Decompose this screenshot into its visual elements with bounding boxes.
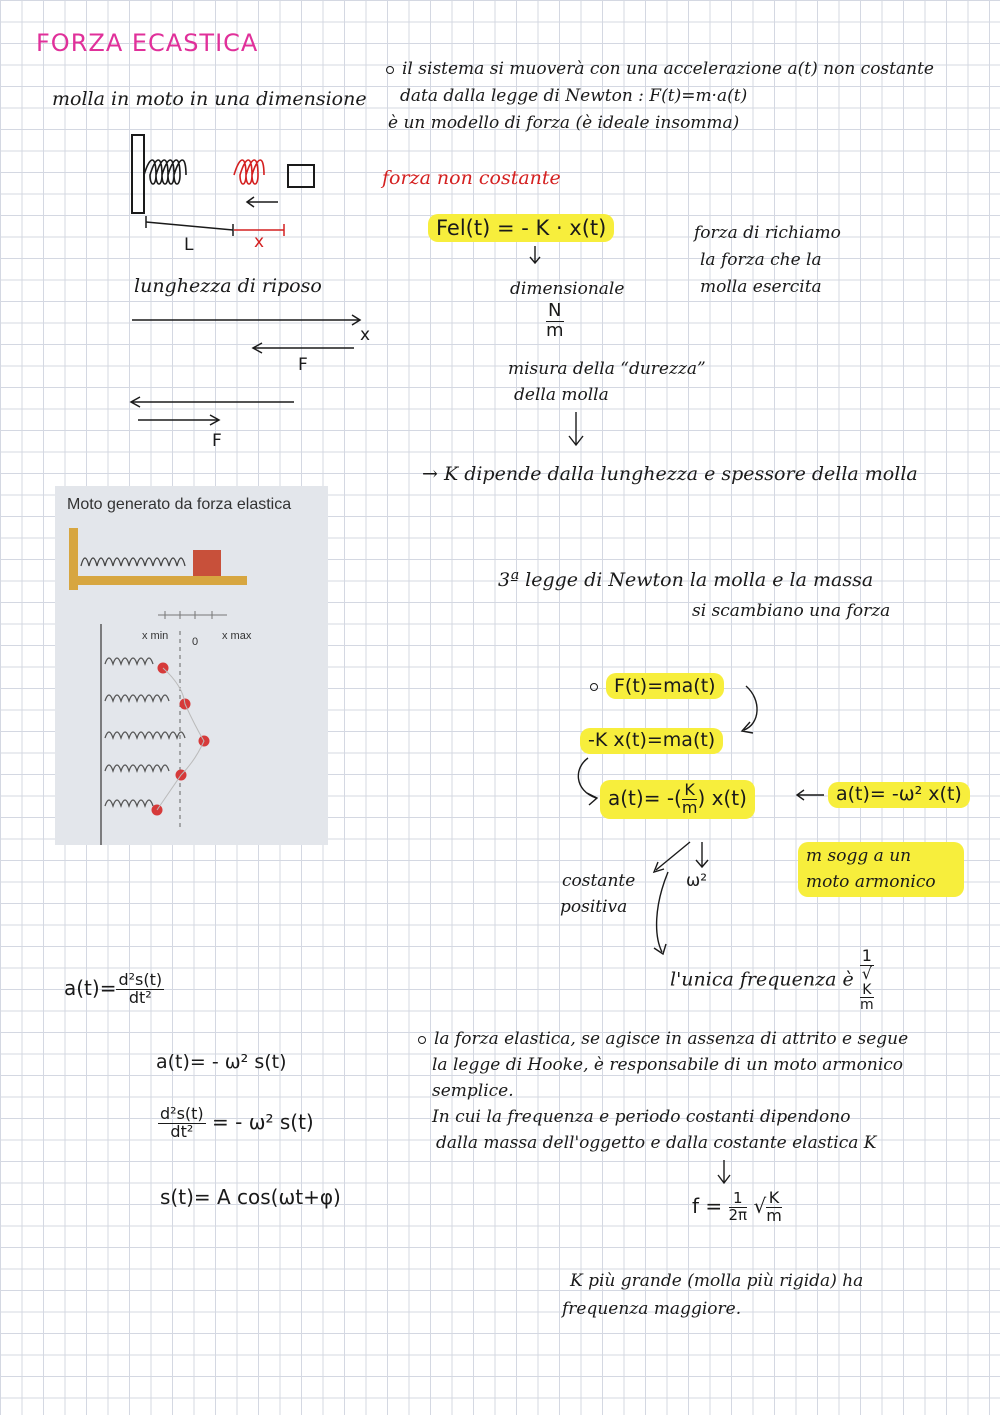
hardness-line-2: della molla <box>514 385 609 405</box>
recall-line-3: molla esercita <box>700 277 822 297</box>
eq2: -K x(t)=ma(t) <box>580 728 723 754</box>
eq3: a(t)= -( $\frac{K}{m}$ ) x(t) <box>600 780 755 819</box>
rest-length-text: lunghezza di riposo <box>134 275 322 297</box>
system-line-1: il sistema si muoverà con una accelerazione a(t) non costante <box>386 60 934 80</box>
positive-const-line-1: costante <box>562 871 636 891</box>
recall-line-1: forza di richiamo <box>694 223 841 243</box>
eq1: F(t)=ma(t) <box>606 673 724 699</box>
unit-fraction: $\frac{N}{m}$ <box>546 300 564 341</box>
label-x: x <box>254 232 265 252</box>
omega-squared: ω² <box>686 871 708 891</box>
photo-x-min: x min <box>142 630 169 642</box>
page-title: FORZA ECASTICA <box>36 29 259 57</box>
elastic-line-5: dalla massa dell'oggetto e dalla costante elastica K <box>436 1133 877 1153</box>
force-label-1: F <box>298 355 308 375</box>
accel-omega: a(t)= - ω² s(t) <box>156 1051 287 1073</box>
elastic-line-1: la forza elastica, se agisce in assenza di attrito e segue <box>418 1030 908 1050</box>
recall-line-2: la forza che la <box>700 250 822 270</box>
third-law-line-1: 3ª legge di Newton la molla e la massa <box>498 569 874 591</box>
elastic-line-4: In cui la frequenza e periodo costanti dipendono <box>432 1107 851 1127</box>
elastic-line-3: semplice. <box>432 1081 514 1101</box>
frequency-formula: f = $\frac{1}{2\pi}$ √ $\frac{K}{m}$ <box>692 1188 782 1225</box>
hardness-line-1: misura della “durezza” <box>508 359 706 379</box>
left-arrow-eq <box>794 786 828 806</box>
photo-x-max: x max <box>222 630 252 642</box>
diff-equation: $\frac{\text{d²s(t)}}{\text{dt²}}$ = - ω² s(t) <box>160 1104 314 1141</box>
force-not-constant: forza non costante <box>382 167 561 189</box>
spring-intro-text: molla in moto in una dimensione <box>52 88 367 110</box>
positive-const-line-2: positiva <box>560 897 628 917</box>
axis-x-label: x <box>360 325 371 345</box>
down-arrow-3 <box>716 1158 736 1188</box>
third-law-line-2: si scambiano una forza <box>692 601 891 621</box>
harmonic-note: m sogg a un moto armonico <box>798 842 964 897</box>
force-label-2: F <box>212 431 222 451</box>
system-line-2: data dalla legge di Newton : F(t)=m·a(t) <box>400 86 748 106</box>
label-L: L <box>184 235 194 255</box>
photo-title: Moto generato da forza elastica <box>67 496 292 513</box>
unique-frequency: l'unica frequenza è 1 √ K m <box>670 946 874 1014</box>
down-arrow-2 <box>566 410 590 450</box>
solution-equation: s(t)= A cos(ωt+φ) <box>160 1185 341 1209</box>
dimension-label: dimensionale <box>510 279 625 299</box>
accel-definition: a(t)= $\frac{\text{d²s(t)}}{\text{dt²}}$ <box>64 970 163 1007</box>
photo-illustration <box>55 486 328 845</box>
k-depends-text: → K dipende dalla lunghezza e spessore della molla <box>422 463 918 485</box>
photo-zero: 0 <box>192 636 199 648</box>
photo-elastic-motion <box>55 486 328 845</box>
conclusion-line-2: frequenza maggiore. <box>562 1299 742 1319</box>
down-arrow-1 <box>528 244 548 272</box>
eq4: a(t)= -ω² x(t) <box>828 782 970 808</box>
elastic-line-2: la legge di Hooke, è responsabile di un moto armonico <box>432 1055 904 1075</box>
branch-arrows <box>640 836 720 966</box>
system-line-3: è un modello di forza (è ideale insomma) <box>388 113 740 133</box>
elastic-force-formula: Fel(t) = - K · x(t) <box>428 214 614 242</box>
conclusion-line-1: K più grande (molla più rigida) ha <box>570 1271 864 1291</box>
